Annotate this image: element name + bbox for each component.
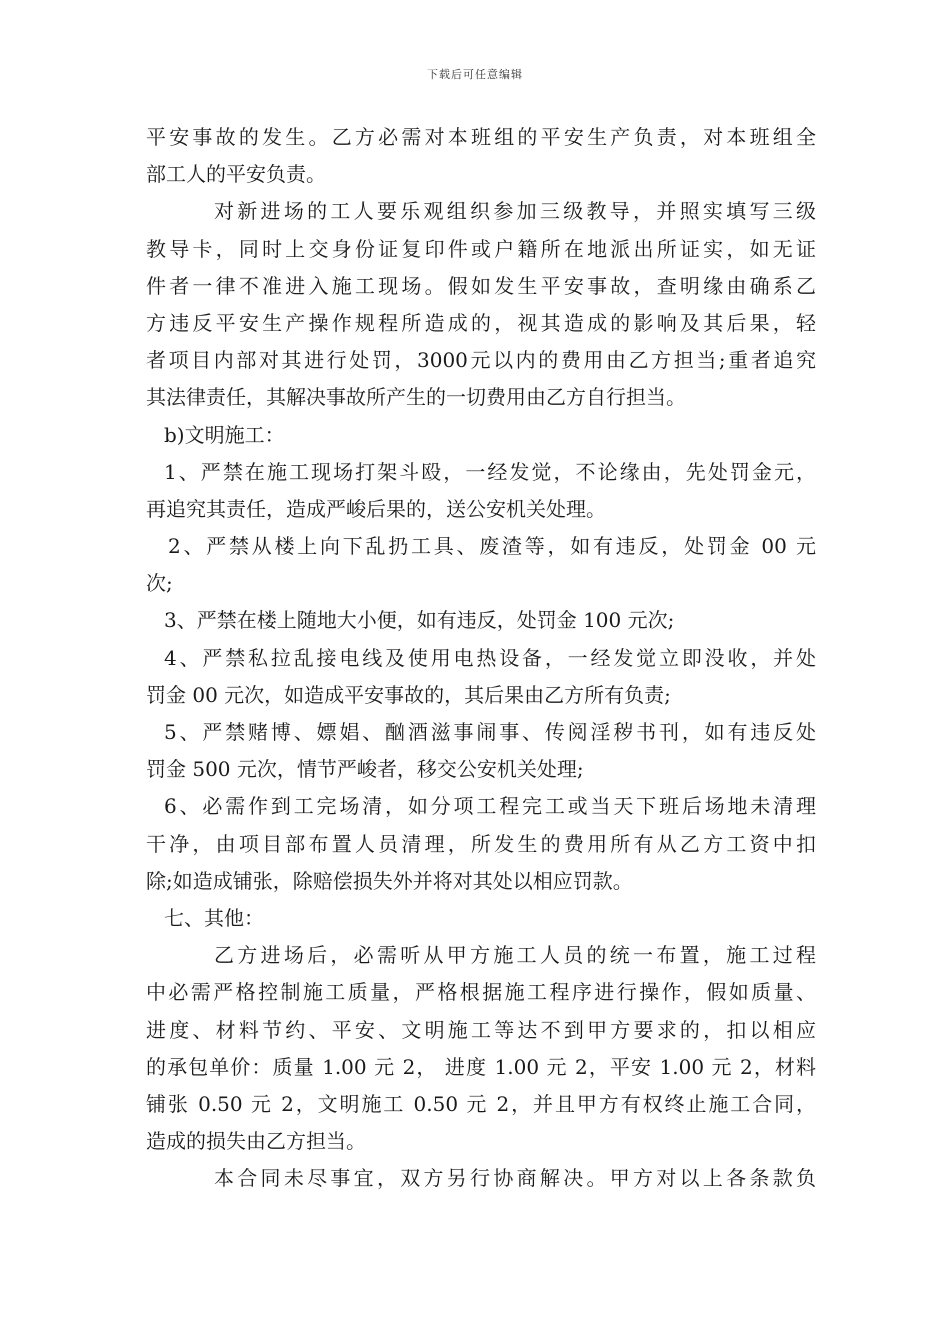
text-line: 4、严禁私拉乱接电线及使用电热设备，一经发觉立即没收，并处	[164, 645, 816, 670]
text-line: 除;如造成铺张，除赔偿损失外并将对其处以相应罚款。	[146, 868, 633, 893]
text-line: 6、必需作到工完场清，如分项工程完工或当天下班后场地未清理	[164, 794, 816, 819]
text-line: 3、严禁在楼上随地大小便，如有违反，处罚金 100 元次;	[164, 608, 675, 633]
text-line: 中必需严格控制施工质量，严格根据施工程序进行操作，假如质量、	[146, 980, 816, 1005]
document-body	[146, 119, 816, 1197]
text-line: 方违反平安生产操作规程所造成的，视其造成的影响及其后果，轻	[146, 310, 816, 335]
text-line: 5、严禁赌博、嫖娼、酗酒滋事闹事、传阅淫秽书刊，如有违反处	[164, 720, 816, 744]
text-line: 罚金 00 元次，如造成平安事故的，其后果由乙方所有负责;	[146, 682, 671, 707]
text-line: 本合同未尽事宜，双方另行协商解决。甲方对以上各条款负	[214, 1166, 816, 1191]
text-line: 教导卡，同时上交身份证复印件或户籍所在地派出所证实，如无证	[146, 236, 816, 261]
page-header: 下载后可任意编辑	[427, 68, 523, 81]
text-line: 的承包单价：质量 1.00 元 2， 进度 1.00 元 2，平安 1.00 元 2，材料	[146, 1054, 816, 1079]
text-line: 干净，由项目部布置人员清理，所发生的费用所有从乙方工资中扣	[146, 831, 816, 856]
text-line: 七、其他：	[164, 905, 264, 930]
text-line: 其法律责任，其解决事故所产生的一切费用由乙方自行担当。	[146, 385, 686, 410]
text-line: 罚金 500 元次，情节严峻者，移交公安机关处理;	[146, 757, 584, 782]
text-line: 进度、材料节约、平安、文明施工等达不到甲方要求的，扣以相应	[146, 1017, 816, 1042]
text-line: 者项目内部对其进行处罚，3000元以内的费用由乙方担当;重者追究	[146, 348, 816, 373]
text-line: 再追究其责任，造成严峻后果的，送公安机关处理。	[146, 496, 606, 521]
text-line: 次;	[146, 571, 173, 596]
text-line: 件者一律不准进入施工现场。假如发生平安事故，查明缘由确系乙	[146, 273, 816, 298]
text-line: 平安事故的发生。乙方必需对本班组的平安生产负责，对本班组全	[146, 125, 816, 149]
text-line: 1、严禁在施工现场打架斗殴，一经发觉，不论缘由，先处罚金元，	[164, 459, 816, 484]
text-line: 对新进场的工人要乐观组织参加三级教导，并照实填写三级	[214, 199, 816, 224]
text-line: 2、严禁从楼上向下乱扔工具、废渣等，如有违反，处罚金 00 元	[168, 534, 816, 559]
text-line: 乙方进场后，必需听从甲方施工人员的统一布置，施工过程	[214, 943, 816, 968]
text-line: 铺张 0.50 元 2，文明施工 0.50 元 2，并且甲方有权终止施工合同，	[146, 1091, 816, 1116]
text-line: 造成的损失由乙方担当。	[146, 1129, 366, 1154]
text-line: 部工人的平安负责。	[146, 162, 326, 187]
text-line: b)文明施工：	[164, 422, 285, 447]
